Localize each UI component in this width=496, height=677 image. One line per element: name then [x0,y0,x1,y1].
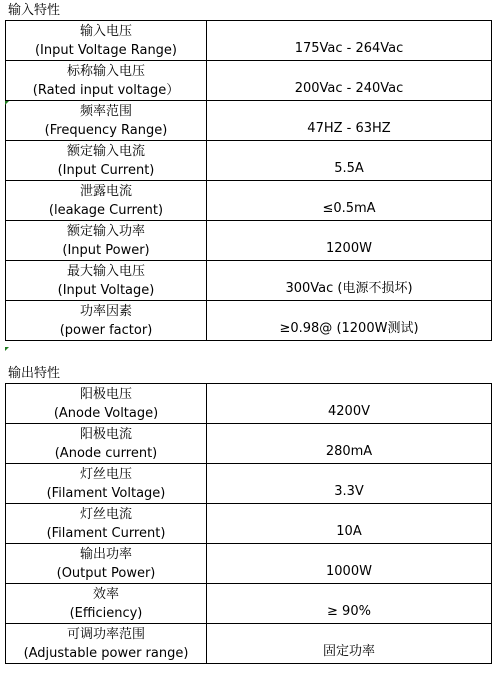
param-name-cn: 灯丝电压 [79,466,132,482]
param-value: 1000W [207,544,492,584]
param-name-cn: 阳极电流 [79,426,132,442]
param-name-cell [6,384,207,424]
param-name-cell [6,464,207,504]
table-row [6,261,492,301]
table-row [6,544,492,584]
param-value: 固定功率 [207,624,492,664]
param-name-en: (Anode current) [54,445,158,461]
param-name-cell [6,544,207,584]
param-name-cell [6,221,207,261]
param-value: 5.5A [207,141,492,181]
table-row [6,21,492,61]
param-name-en: (Filament Current) [46,525,166,541]
param-value: 280mA [207,424,492,464]
param-name-cell [6,301,207,341]
param-name-en: (power factor) [59,322,153,338]
param-name-cell [6,584,207,624]
param-name-en: (leakage Current) [48,202,164,218]
table-row [6,301,492,341]
param-name-en: (Input Current) [57,162,155,178]
param-name-en: (Frequency Range) [44,122,168,138]
param-value: 200Vac - 240Vac [207,61,492,101]
param-name-en: (Efficiency) [69,605,143,621]
output-section-title: 输出特性 [8,366,61,381]
input-section-title: 输入特性 [8,3,61,18]
table-row [6,101,492,141]
table-row [6,424,492,464]
table-row [6,141,492,181]
table-row [6,504,492,544]
param-name-cell [6,261,207,301]
param-name-en: (Adjustable power range) [23,645,189,661]
param-name-cn: 灯丝电流 [79,506,132,522]
param-value: 300Vac (电源不损坏) [207,261,492,301]
param-name-en: (Input Voltage Range) [34,42,178,58]
param-name-cell [6,504,207,544]
param-value: ≥ 90% [207,584,492,624]
param-name-cell [6,181,207,221]
param-name-cn: 额定输入电流 [66,143,145,159]
param-name-cell [6,624,207,664]
param-name-cn: 额定输入功率 [66,223,145,239]
table-row [6,464,492,504]
table-row [6,181,492,221]
param-value: 10A [207,504,492,544]
param-value: 1200W [207,221,492,261]
param-name-cell [6,61,207,101]
param-name-cn: 频率范围 [79,103,132,119]
param-name-cn: 标称输入电压 [66,63,145,79]
param-name-en: (Filament Voltage) [46,485,166,501]
param-name-en: (Input Voltage) [57,282,155,298]
cell-comment-marker [5,101,9,105]
param-name-en: (Input Power) [62,242,150,258]
param-name-en: (Anode Voltage) [53,405,159,421]
param-name-en: (Rated input voltage） [32,82,180,98]
param-name-cn: 最大输入电压 [66,263,145,279]
param-value: 4200V [207,384,492,424]
param-value: 3.3V [207,464,492,504]
param-name-cell [6,21,207,61]
param-name-cn: 输出功率 [79,546,132,562]
table-row [6,384,492,424]
param-value: 175Vac - 264Vac [207,21,492,61]
table-row [6,584,492,624]
param-value: ≤0.5mA [207,181,492,221]
param-name-cn: 阳极电压 [79,386,132,402]
table-row [6,624,492,664]
param-name-cn: 泄露电流 [79,183,132,199]
param-value: 47HZ - 63HZ [207,101,492,141]
param-name-cn: 输入电压 [79,23,132,39]
table-row [6,221,492,261]
table-row [6,61,492,101]
param-name-cn: 可调功率范围 [66,626,145,642]
param-name-cn: 功率因素 [79,303,132,319]
param-name-cell [6,424,207,464]
output-spec-table [5,383,492,664]
cell-comment-marker [5,347,9,351]
param-name-cell [6,101,207,141]
param-name-cn: 效率 [92,586,119,602]
input-spec-table [5,20,492,341]
param-name-en: (Output Power) [56,565,156,581]
param-name-cell [6,141,207,181]
param-value: ≥0.98@ (1200W测试) [207,301,492,341]
